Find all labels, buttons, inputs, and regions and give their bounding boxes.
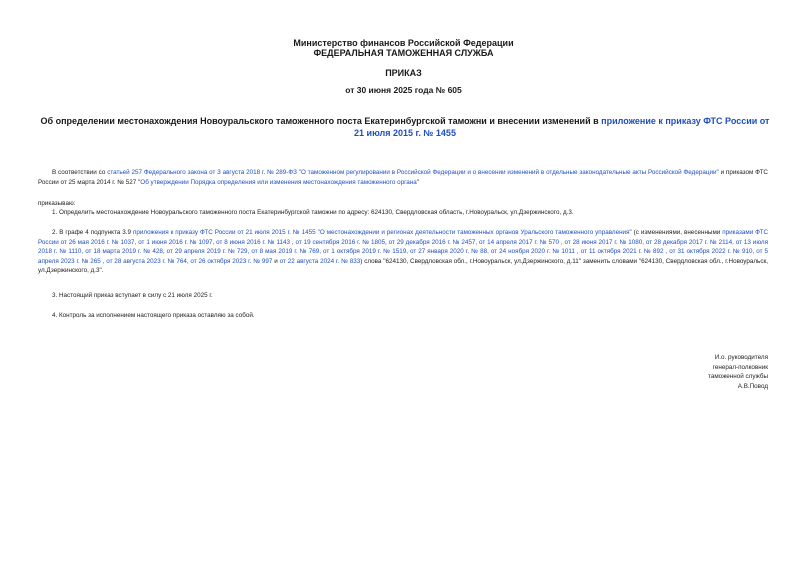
orders-word: приказываю: (38, 200, 76, 207)
basis-text-2: и приказом ФТС России от 25 марта 2014 г. № 527 " (38, 169, 768, 186)
document-date-number: от 30 июня 2025 года № 605 (345, 85, 462, 95)
basis-text-3: " (416, 178, 419, 186)
signature-block (708, 353, 768, 391)
basis-paragraph (38, 168, 768, 187)
heading-link[interactable]: приложение к приказу ФТС России от 21 июля 2015 г. № 1455 (354, 116, 770, 138)
item-2-text-4: ) слова "624130, Свердловская обл., г.Новоуральск, ул.Дзержинского, д.11" заменить словами "624130, Свердловская обл., г.Новоуральск, ул.Дзержинского, д.3". (38, 257, 768, 274)
item-2-text-1: 2. В графе 4 подпункта 3.9 (52, 229, 133, 236)
service-name: ФЕДЕРАЛЬНАЯ ТАМОЖЕННАЯ СЛУЖБА (313, 48, 494, 58)
item-2-last-amendment-link[interactable]: от 22 августа 2024 г. № 833 (279, 257, 361, 265)
signature-rank: генерал-полковник (712, 363, 768, 371)
basis-order-link[interactable]: Об утверждении Порядка определения или изменения местонахождения таможенного органа (140, 178, 417, 186)
document-type: ПРИКАЗ (385, 68, 422, 78)
signature-position: И.о. руководителя (714, 354, 768, 361)
item-3: 3. Настоящий приказ вступает в силу с 21 июля 2025 г. (52, 292, 213, 299)
item-4: 4. Контроль за исполнением настоящего приказа оставляю за собой. (52, 312, 255, 319)
basis-text-1: В соответствии со (52, 169, 108, 176)
signature-name: А.В.Повод (737, 382, 768, 390)
item-2-text-2: (с изменениями, внесенными (631, 229, 723, 236)
item-2-appendix-link[interactable]: приложения к приказу ФТС России от 21 июля 2015 г. № 1455 "О местонахождении и регионах деятельности таможенных органов Уральского таможенного управления" (132, 229, 632, 236)
document-heading (40, 115, 770, 139)
item-2-text-3: и (272, 257, 280, 265)
ministry-name: Министерство финансов Российской Федерации (293, 38, 514, 48)
heading-text: Об определении местонахождения Новоуральского таможенного поста Екатеринбургской таможни и внесении изменений в (40, 116, 602, 126)
item-2 (38, 228, 768, 276)
item-2-amendments-link[interactable]: приказами ФТС России от 26 мая 2016 г. № 1037, от 1 июня 2016 г. № 1097, от 8 июня 2016 г. № 1143 , от 19 сентября 2016 г. № 1805, от 29 декабря 2016 г. № 2457, от 14 апреля 2017 г. № 570 , от 28 июня 2017 г. № 1080, от 28 декабря 2017 г. № 2114, от 13 июля 2018 г. № 1110, от 18 марта 2019 г. № 428, от 29 апреля 2019 г. № 729, от 8 мая 2019 г. № 769, от 1 октября 2019 г. № 1519, от 27 января 2020 г. № 88, от 24 ноября 2020 г. № 1011 , от 11 октября 2021 г. № 892 , от 31 октября 2022 г. № 910, от 5 апреля 2023 г. № 265 , от 28 августа 2023 г. № 764, от 26 октября 2023 г. № 997 (38, 229, 768, 265)
basis-law-link[interactable]: статьей 257 Федерального закона от 3 августа 2018 г. № 289-ФЗ "О таможенном регулировании в Российской Федерации и о внесении изменений в отдельные законодательные акты Российской Федерации" (107, 169, 719, 176)
item-1: 1. Определить местонахождение Новоуральского таможенного поста Екатеринбургской таможни по адресу: 624130, Свердловская область, г.Новоуральск, ул.Дзержинского, д.3. (52, 209, 574, 216)
signature-service: таможенной службы (708, 373, 768, 380)
